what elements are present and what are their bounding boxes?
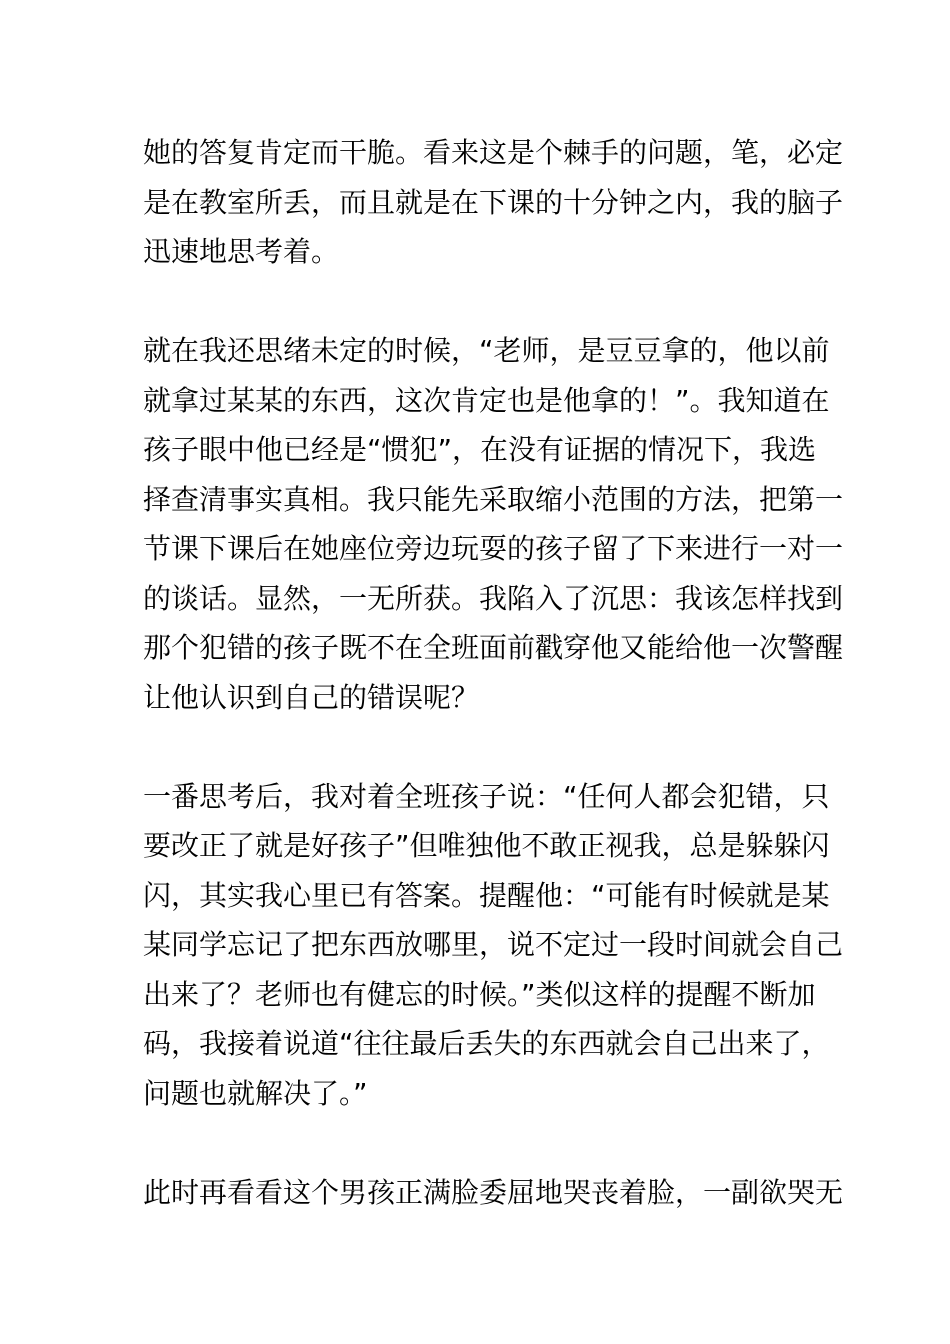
text-line: 某同学忘记了把东西放哪里，说不定过一段时间就会自己: [143, 928, 844, 961]
document-body: [143, 128, 844, 1217]
text-line: 她的答复肯定而干脆。看来这是个棘手的问题，笔，必定: [143, 136, 844, 169]
text-line: 码，我接着说道“往往最后丢失的东西就会自己出来了，: [143, 1027, 830, 1060]
text-line: 那个犯错的孩子既不在全班面前戳穿他又能给他一次警醒: [143, 631, 844, 664]
text-line: 出来了？老师也有健忘的时候。”类似这样的提醒不断加: [143, 977, 816, 1011]
text-line: 迅速地思考着。: [143, 235, 340, 268]
text-line: 问题也就解决了。”: [143, 1076, 368, 1110]
paragraph-2: [143, 326, 844, 722]
paragraph-1: [143, 128, 844, 277]
text-line: 就在我还思绪未定的时候，“老师，是豆豆拿的，他以前: [143, 334, 830, 367]
text-line: 一番思考后，我对着全班孩子说：“任何人都会犯错，只: [143, 779, 830, 813]
text-line: 择查清事实真相。我只能先采取缩小范围的方法，把第一: [143, 482, 844, 516]
text-line: 节课下课后在她座位旁边玩耍的孩子留了下来进行一对一: [143, 532, 844, 565]
text-line: 的谈话。显然，一无所获。我陷入了沉思：我该怎样找到: [143, 581, 844, 615]
paragraph-3: [143, 772, 844, 1119]
text-line: 是在教室所丢，而且就是在下课的十分钟之内，我的脑子: [143, 185, 844, 219]
text-line: 孩子眼中他已经是“惯犯”，在没有证据的情况下，我选: [143, 433, 817, 466]
text-line: 闪，其实我心里已有答案。提醒他：“可能有时候就是某: [143, 878, 830, 912]
text-line: 就拿过某某的东西，这次肯定也是他拿的！”。我知道在: [143, 383, 830, 417]
paragraph-4: [143, 1168, 844, 1218]
text-line: 让他认识到自己的错误呢？: [143, 680, 480, 714]
text-line: 此时再看看这个男孩正满脸委屈地哭丧着脸，一副欲哭无: [143, 1175, 844, 1209]
text-line: 要改正了就是好孩子”但唯独他不敢正视我，总是躲躲闪: [143, 829, 830, 862]
